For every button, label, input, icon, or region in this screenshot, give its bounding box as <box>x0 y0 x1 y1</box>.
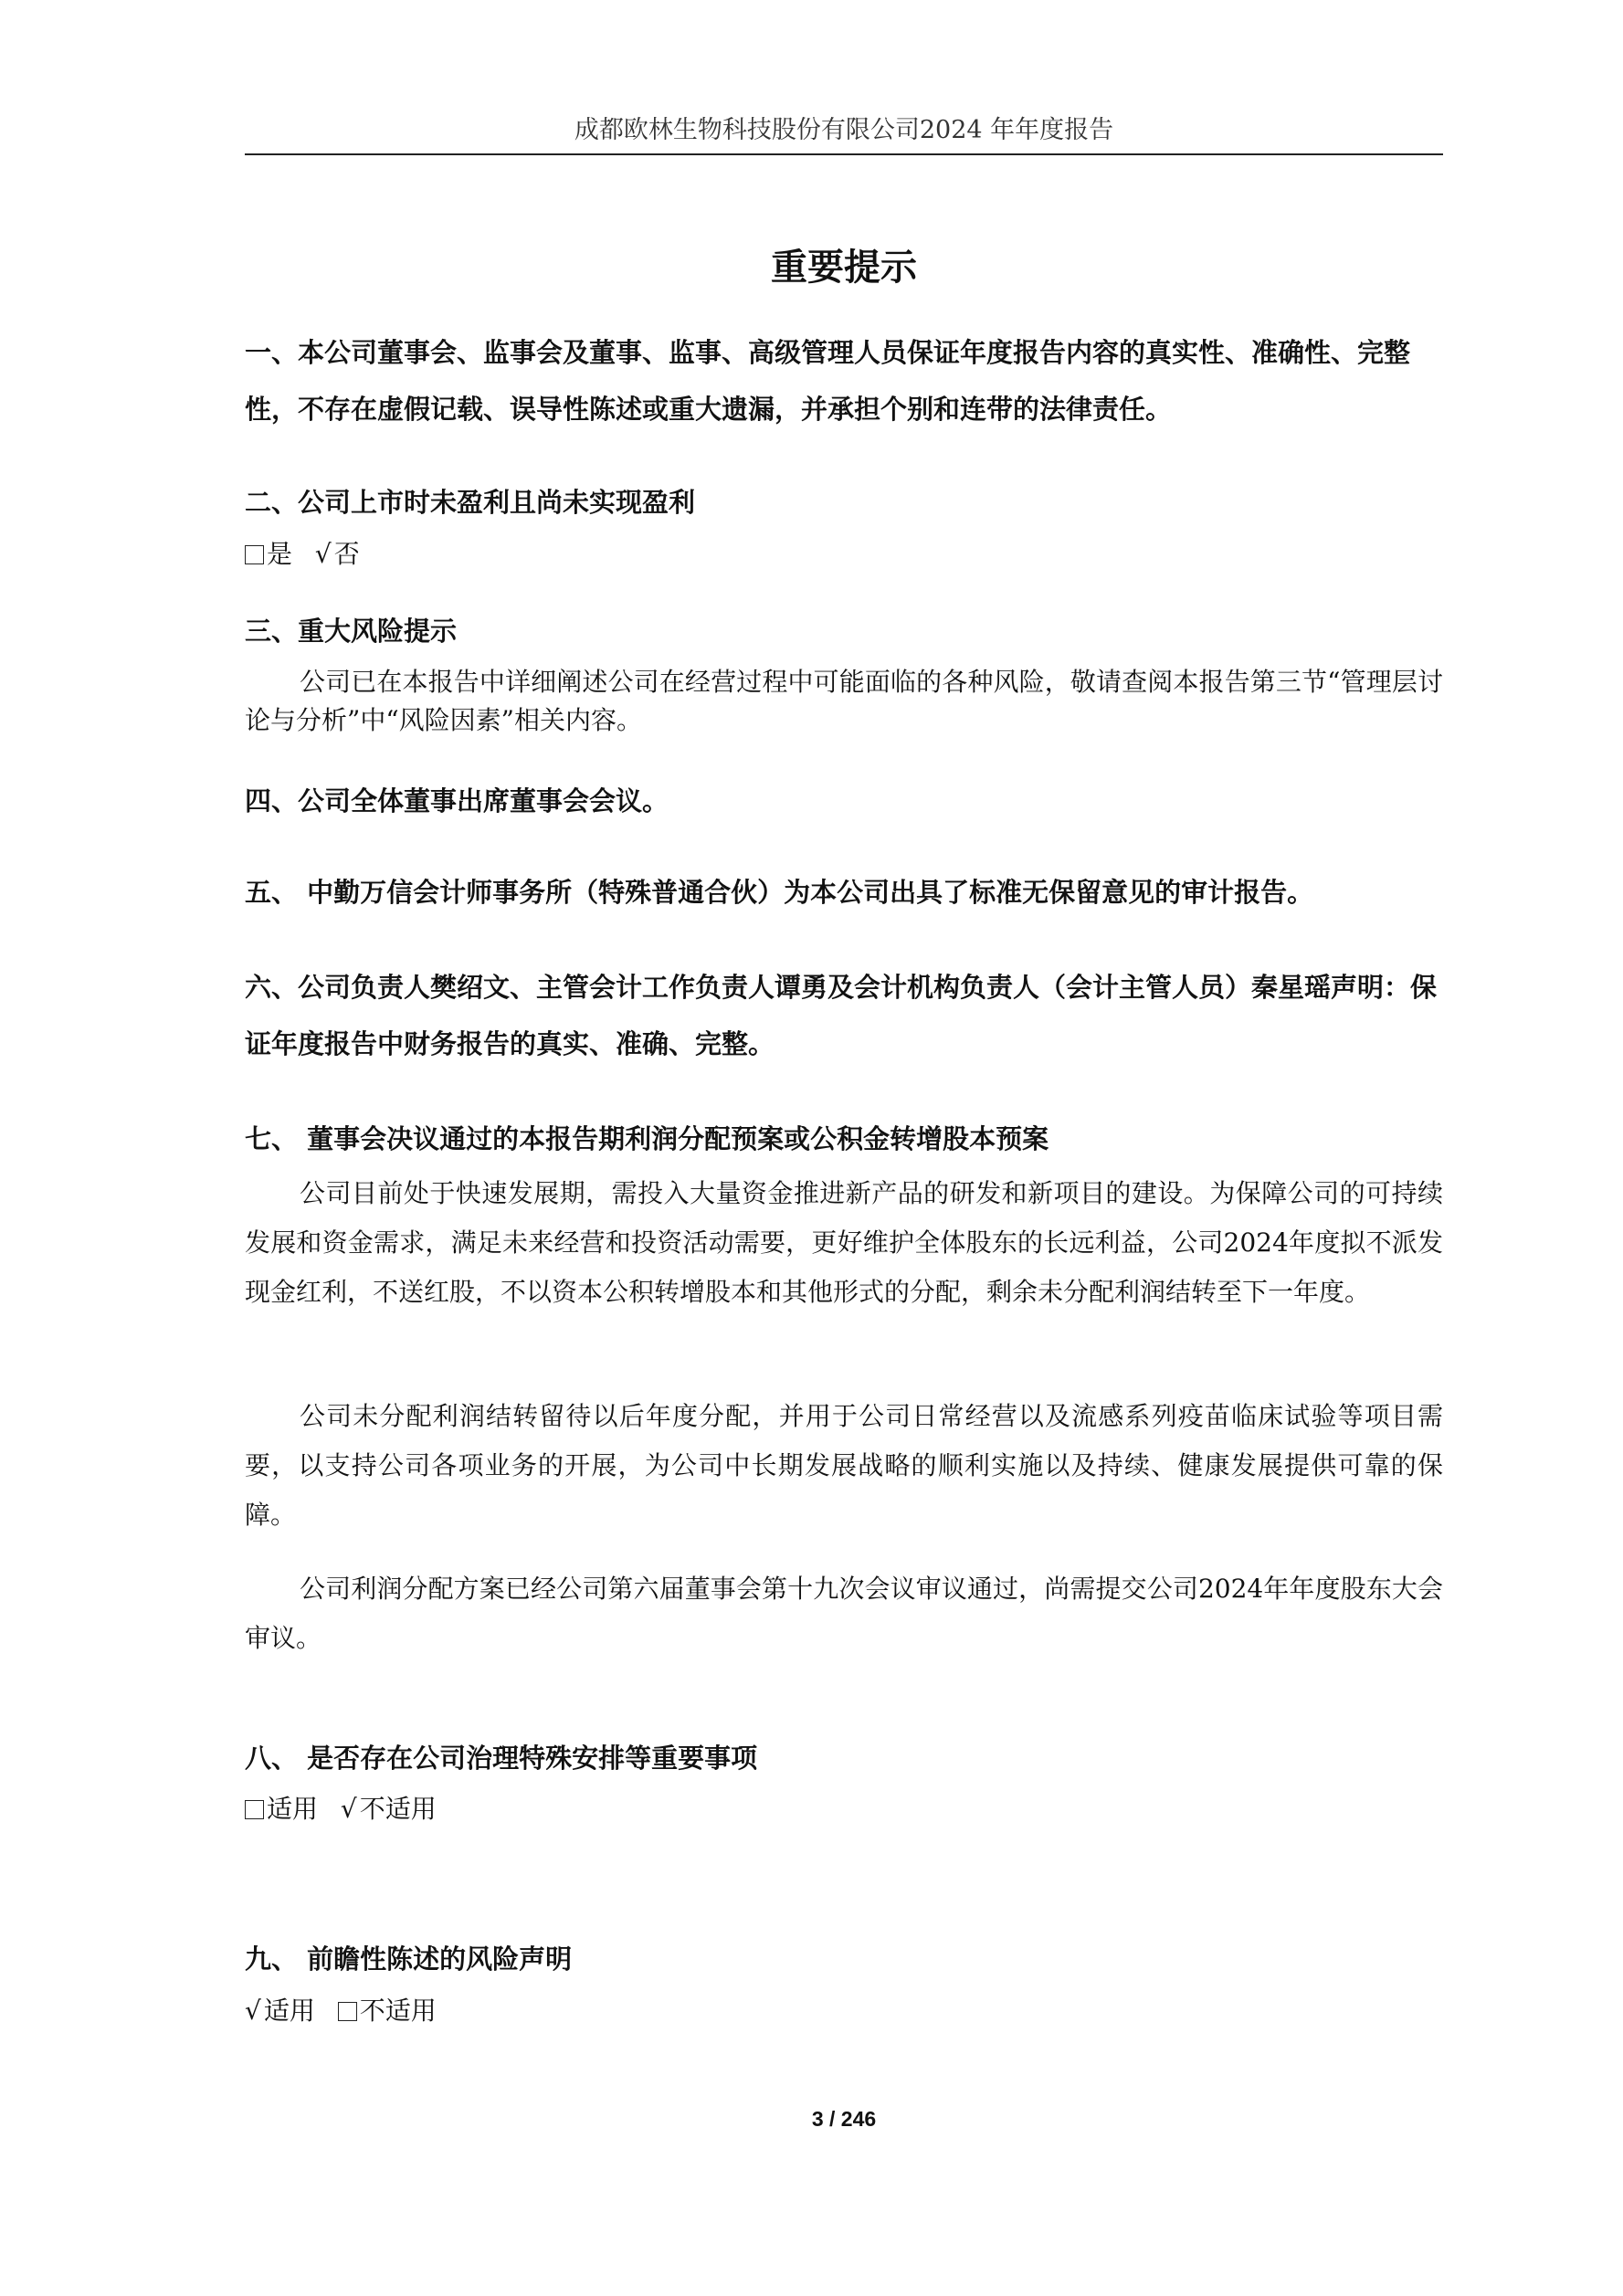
header-title: 成都欧林生物科技股份有限公司2024 年年度报告 <box>574 116 1114 144</box>
section-9-options <box>245 1992 451 2030</box>
option-applicable[interactable] <box>245 1794 326 1824</box>
unchecked-box-icon <box>245 545 264 564</box>
section-7-heading: 七、 董事会决议通过的本报告期利润分配预案或公积金转增股本预案 <box>245 1123 1049 1154</box>
section-8-heading: 八、 是否存在公司治理特殊安排等重要事项 <box>245 1743 758 1774</box>
option-no[interactable] <box>315 539 360 569</box>
option-not-applicable[interactable] <box>338 1996 437 2026</box>
option-label: 否 <box>333 539 360 569</box>
checkmark-icon: √ <box>245 1996 261 2026</box>
section-4-heading: 四、公司全体董事出席董事会会议。 <box>245 785 669 816</box>
unchecked-box-icon <box>338 2002 357 2021</box>
unchecked-box-icon <box>245 1800 264 1819</box>
section-2-heading: 二、公司上市时未盈利且尚未实现盈利 <box>245 487 696 518</box>
section-8-options <box>245 1790 451 1828</box>
checkmark-icon: √ <box>340 1794 357 1824</box>
section-6-heading: 六、公司负责人樊绍文、主管会计工作负责人谭勇及会计机构负责人（会计主管人员）秦星瑶声明：保证年度报告中财务报告的真实、准确、完整。 <box>245 972 1438 1059</box>
section-2-options <box>245 535 374 574</box>
option-label: 不适用 <box>359 1794 437 1824</box>
section-1-heading: 一、本公司董事会、监事会及董事、监事、高级管理人员保证年度报告内容的真实性、准确性、完整性，不存在虚假记载、误导性陈述或重大遗漏，并承担个别和连带的法律责任。 <box>245 337 1411 425</box>
section-5-heading: 五、 中勤万信会计师事务所（特殊普通合伙）为本公司出具了标准无保留意见的审计报告。 <box>245 877 1314 908</box>
section-3-text: 公司已在本报告中详细阐述公司在经营过程中可能面临的各种风险，敬请查阅本报告第三节“管理层讨论与分析”中“风险因素”相关内容。 <box>245 667 1443 735</box>
checkmark-icon: √ <box>314 539 332 569</box>
section-7-paragraph: 公司利润分配方案已经公司第六届董事会第十九次会议审议通过，尚需提交公司2024年年度股东大会审议。 <box>245 1574 1443 1653</box>
option-label: 不适用 <box>359 1996 437 2026</box>
option-label: 适用 <box>267 1794 319 1824</box>
option-not-applicable[interactable] <box>341 1794 437 1824</box>
option-label: 适用 <box>263 1996 315 2026</box>
option-yes[interactable] <box>245 539 300 569</box>
section-3-heading: 三、重大风险提示 <box>245 616 458 647</box>
page-title: 重要提示 <box>771 247 917 289</box>
section-7-paragraph: 公司未分配利润结转留待以后年度分配，并用于公司日常经营以及流感系列疫苗临床试验等项目需要，以支持公司各项业务的开展，为公司中长期发展战略的顺利实施以及持续、健康发展提供可靠的保障。 <box>245 1401 1443 1530</box>
option-applicable[interactable] <box>245 1996 323 2026</box>
option-label: 是 <box>267 539 293 569</box>
section-7-paragraph: 公司目前处于快速发展期，需投入大量资金推进新产品的研发和新项目的建设。为保障公司的可持续发展和资金需求，满足未来经营和投资活动需要，更好维护全体股东的长远利益，公司2024年度拟不派发现金红利，不送红股，不以资本公积转增股本和其他形式的分配，剩余未分配利润结转至下一年度。 <box>245 1178 1443 1307</box>
page-header <box>245 108 1443 155</box>
page-number: 3 / 246 <box>811 2107 877 2131</box>
section-9-heading: 九、 前瞻性陈述的风险声明 <box>245 1943 573 1975</box>
